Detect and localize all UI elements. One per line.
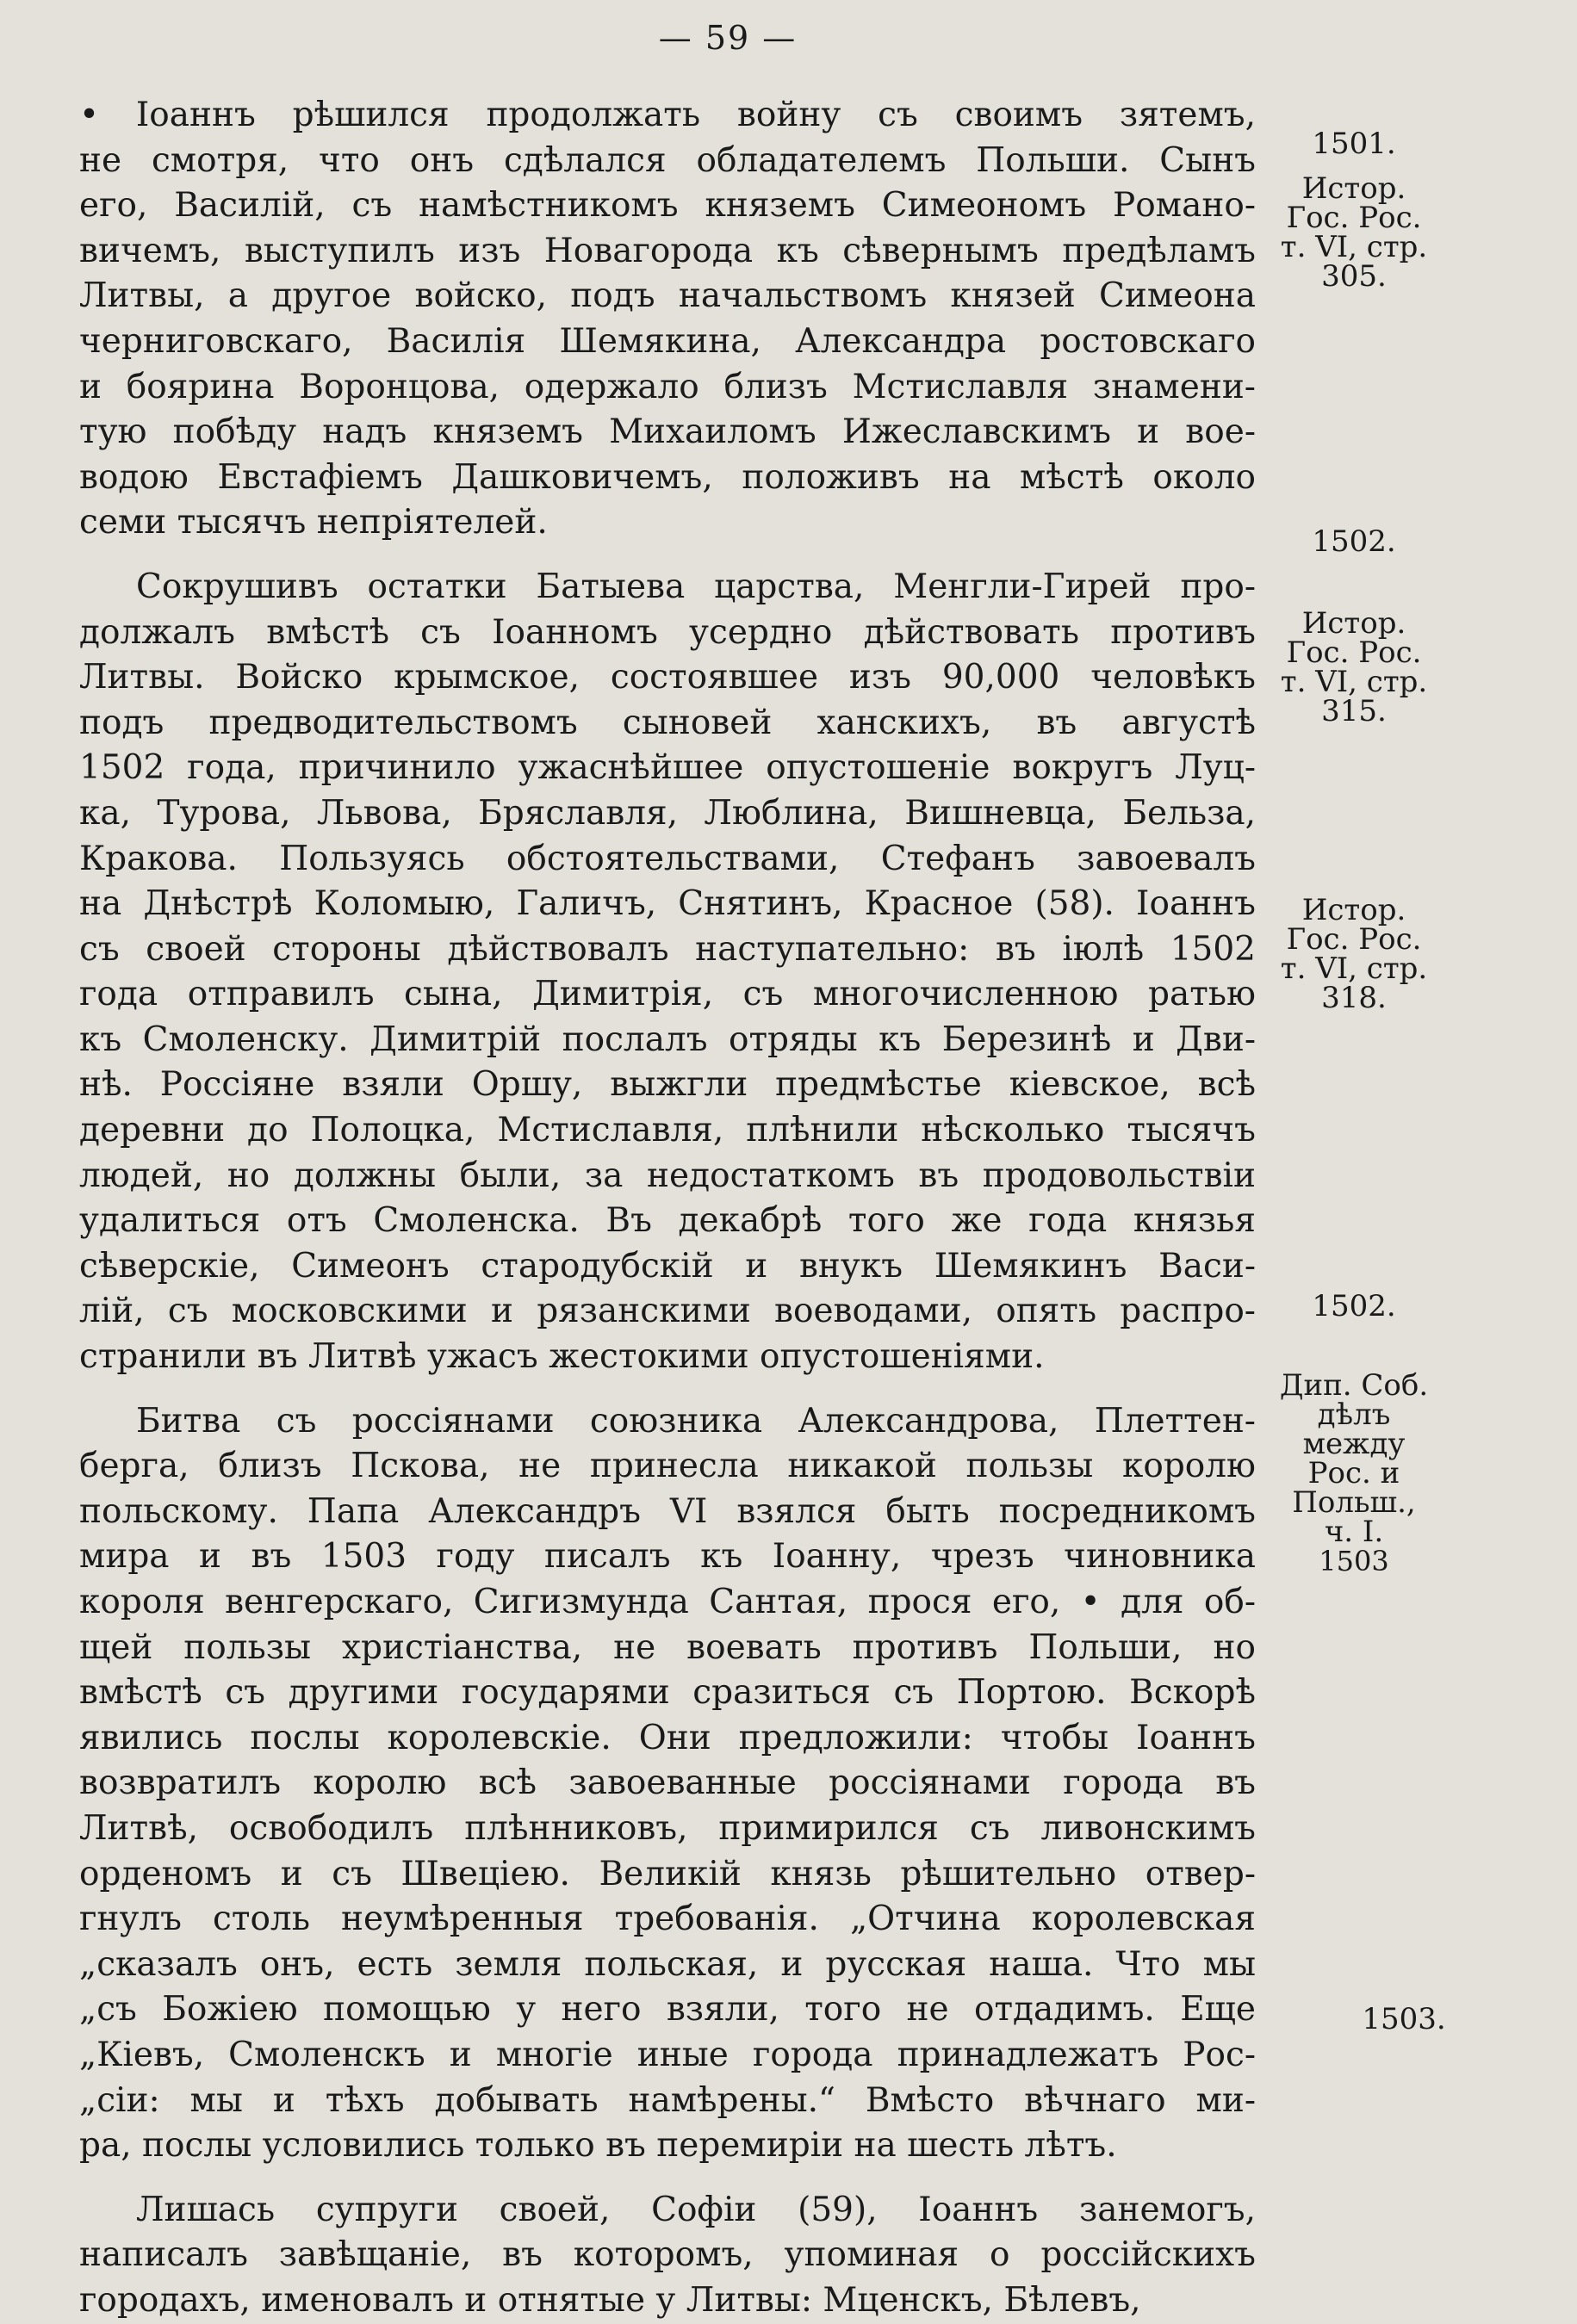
page-number: — 59 — [658,19,798,57]
text-line: черниговскаго, Василія Шемякина, Александра ростовскаго [79,321,1256,361]
text-line: удалиться отъ Смоленска. Въ декабрѣ того же года князья [79,1201,1256,1241]
text-line: должалъ вмѣстѣ съ Іоанномъ усердно дѣйствовать противъ [79,612,1256,652]
text-line: „сказалъ онъ, есть земля польская, и русская наша. Что мы [79,1944,1256,1984]
margin-year-1503: 1503. [1362,2002,1446,2036]
text-line: ра, послы условились только въ перемиріи на шесть лѣтъ. [79,2126,1117,2166]
text-line: „съ Божіею помощью у него взяли, того не отдадимъ. Еще [79,1990,1256,2030]
text-line: гнулъ столь неумѣренныя требованія. „Отчина королевская [79,1899,1256,1939]
text-line: Сокрушивъ остатки Батыева царства, Менгли-Гирей про- [136,567,1256,606]
text-line: польскому. Папа Александръ VI взялся быть посредникомъ [79,1491,1256,1531]
text-line: съ своей стороны дѣйствовалъ наступательно: въ іюлѣ 1502 [79,929,1256,969]
text-line: берга, близъ Пскова, не принесла никакой пользы королю [79,1447,1256,1486]
margin-year-1502-b: 1502. [1312,1289,1396,1323]
text-line: написалъ завѣщаніе, въ которомъ, упоминая о россійскихъ [79,2235,1256,2275]
text-line: Кракова. Пользуясь обстоятельствами, Стефанъ завоевалъ [79,839,1256,878]
text-line: Лишась супруги своей, Софіи (59), Іоаннъ занемогъ, [136,2190,1256,2229]
text-line: людей, но должны были, за недостаткомъ въ продовольствіи [79,1156,1256,1195]
text-line: короля венгерскаго, Сигизмунда Сантая, прося его, • для об- [79,1583,1256,1621]
text-line: нѣ. Россіяне взяли Оршу, выжгли предмѣстье кіевское, всѣ [79,1065,1256,1105]
text-line: сѣверскіе, Симеонъ стародубскій и внукъ Шемякинъ Васи- [79,1246,1256,1286]
text-line: 1502 года, причинило ужаснѣйшее опустошеніе вокругъ Луц- [79,748,1256,788]
paragraph-1 [79,93,1256,546]
text-line: подъ предводительствомъ сыновей ханскихъ, въ августѣ [79,703,1256,742]
text-line: странили въ Литвѣ ужасъ жестокими опустошеніями. [79,1337,1045,1377]
text-line: не смотря, что онъ сдѣлался обладателемъ Польши. Сынъ [79,140,1256,180]
text-line: водою Евстафіемъ Дашковичемъ, положивъ на мѣстѣ около [79,457,1256,497]
text-line: городахъ, именовалъ и отнятые у Литвы: Мценскъ, Бѣлевъ, [79,2280,1141,2320]
text-line: вмѣстѣ съ другими государями сразиться съ Портою. Вскорѣ [79,1673,1256,1713]
text-line: „Кіевъ, Смоленскъ и многіе иные города принадлежатъ Рос- [79,2035,1256,2074]
margin-year-1502-a: 1502. [1312,524,1396,559]
text-line: лій, съ московскими и рязанскими воеводами, опять распро- [79,1292,1256,1331]
main-text [79,93,1256,2324]
margin-year-1501: 1501. [1312,127,1396,161]
text-line: Битва съ россіянами союзника Александрова, Плеттен- [136,1401,1256,1441]
text-line: Литвы, а другое войско, подъ начальствомъ князей Симеона [79,276,1256,316]
margin-ref-3: Истор. Гос. Рос. т. VI, стр. 318. [1280,893,1428,1015]
text-line: вичемъ, выступилъ изъ Новагорода къ сѣвернымъ предѣламъ [79,231,1256,270]
text-line: щей пользы христіанства, не воевать противъ Польши, но [79,1627,1256,1667]
text-line: семи тысячъ непріятелей. [79,503,548,542]
text-line: и боярина Воронцова, одержало близъ Мстиславля знамени- [79,367,1256,406]
paragraph-3 [79,1399,1256,2169]
text-line: года отправилъ сына, Димитрія, съ многочисленною ратью [79,975,1256,1014]
paragraph-2 [79,565,1256,1380]
margin-ref-2: Истор. Гос. Рос. т. VI, стр. 315. [1280,606,1428,728]
text-line: Литвы. Войско крымское, состоявшее изъ 90,000 человѣкъ [79,658,1256,697]
text-line: явились послы королевскіе. Они предложили: чтобы Іоаннъ [79,1718,1256,1757]
text-line: Литвѣ, освободилъ плѣнниковъ, примирился съ ливонскимъ [79,1808,1256,1848]
text-line: къ Смоленску. Димитрій послалъ отряды къ Березинѣ и Дви- [79,1019,1256,1059]
text-line: мира и въ 1503 году писалъ къ Іоанну, чрезъ чиновника [79,1537,1256,1577]
text-line: возвратилъ королю всѣ завоеванные россіянами города въ [79,1763,1256,1803]
text-line: его, Василій, съ намѣстникомъ княземъ Симеономъ Романо- [79,186,1256,226]
text-line: „сіи: мы и тѣхъ добывать намѣрены.“ Вмѣсто вѣчнаго ми- [79,2080,1256,2120]
text-line: тую побѣду надъ княземъ Михаиломъ Ижеславскимъ и вое- [79,412,1256,452]
text-line: орденомъ и съ Швеціею. Великій князь рѣшительно отвер- [79,1854,1256,1893]
text-line: на Днѣстрѣ Коломыю, Галичъ, Снятинъ, Красное (58). Іоаннъ [79,884,1256,924]
text-line: ка, Турова, Львова, Бряславля, Люблина, Вишневца, Бельза, [79,793,1256,833]
margin-ref-1: Истор. Гос. Рос. т. VI, стр. 305. [1280,171,1428,294]
text-line: • Іоаннъ рѣшился продолжать войну съ своимъ зятемъ, [79,96,1256,134]
text-line: деревни до Полоцка, Мстиславля, плѣнили нѣсколько тысячъ [79,1111,1256,1150]
margin-ref-4: Дип. Соб. дѣлъ между Рос. и Польш., ч. I. 1503 [1279,1368,1429,1577]
paragraph-4 [79,2188,1256,2324]
